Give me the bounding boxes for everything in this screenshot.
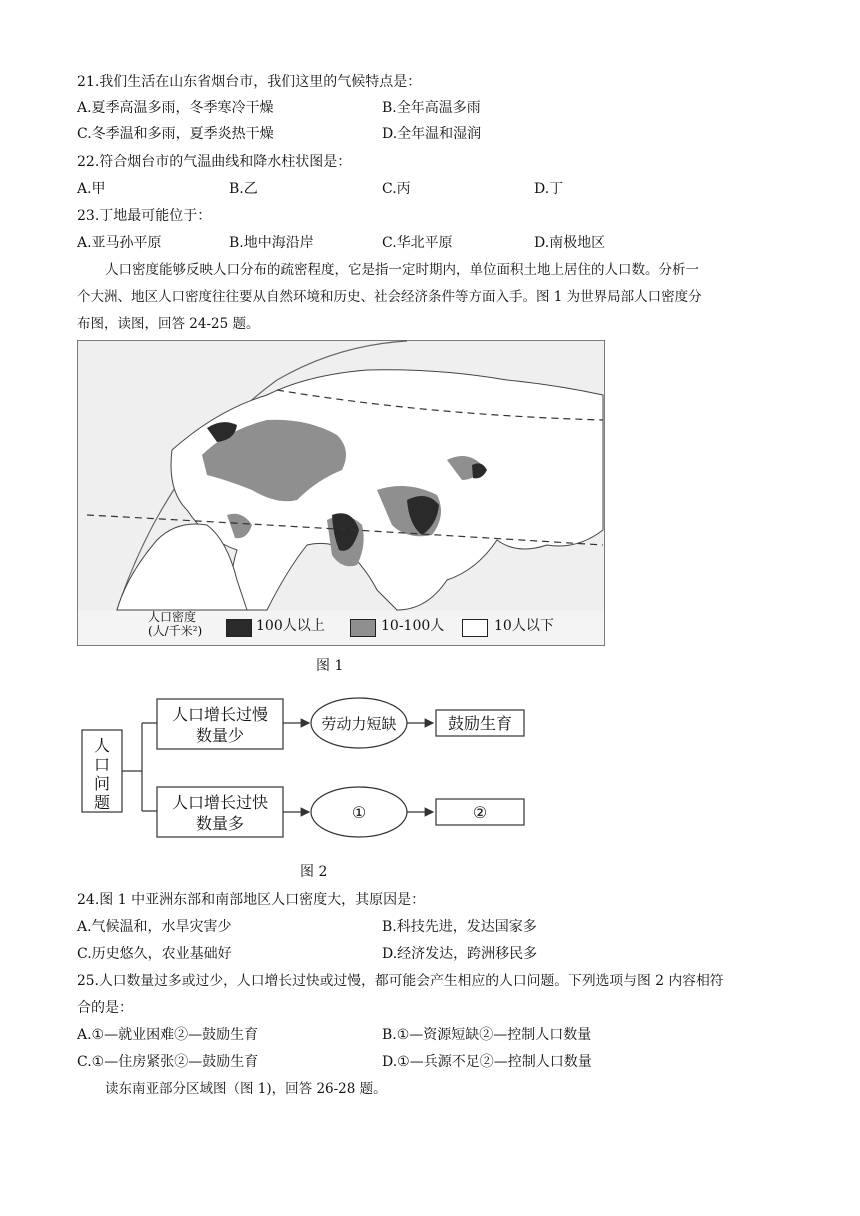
- q23-option-c: C.华北平原: [382, 235, 453, 251]
- root-char-2: 口: [93, 755, 111, 774]
- q21-stem: 21.我们生活在山东省烟台市，我们这里的气候特点是：: [77, 74, 422, 90]
- intro-line-1: 人口密度能够反映人口分布的疏密程度，它是指一定时期内，单位面积土地上居住的人口数。分析一: [105, 262, 699, 278]
- q25-stem-line2: 合的是：: [77, 1000, 133, 1016]
- q25-option-d: D.①—兵源不足②—控制人口数量: [382, 1054, 592, 1070]
- q21-option-c: C.冬季温和多雨，夏季炎热干燥: [77, 126, 274, 142]
- q21-option-d: D.全年温和湿润: [382, 126, 482, 142]
- q24-option-d: D.经济发达，跨洲移民多: [382, 946, 538, 962]
- legend-title: [148, 610, 202, 638]
- q24-option-a: A.气候温和，水旱灾害少: [77, 919, 232, 935]
- q23-option-d: D.南极地区: [534, 235, 606, 251]
- legend-title-line1: 人口密度: [148, 610, 197, 624]
- q23-option-a: A.亚马孙平原: [77, 235, 162, 251]
- q23-stem: 23.丁地最可能位于：: [77, 208, 212, 224]
- q24-option-b: B.科技先进，发达国家多: [382, 919, 537, 935]
- legend-swatch-low: [462, 619, 488, 637]
- q25-option-c: C.①—住房紧张②—鼓励生育: [77, 1054, 259, 1070]
- q25-option-b: B.①—资源短缺②—控制人口数量: [382, 1027, 592, 1043]
- q22-option-d: D.丁: [534, 181, 564, 197]
- population-density-map: [77, 340, 605, 646]
- slow-growth-line1: 人口增长过慢: [171, 705, 269, 724]
- legend-swatch-mid: [350, 619, 376, 637]
- q22-option-a: A.甲: [77, 181, 106, 197]
- root-char-1: 人: [93, 736, 111, 755]
- population-problem-diagram: [77, 685, 537, 845]
- q25-option-a: A.①—就业困难②—鼓励生育: [77, 1027, 259, 1043]
- fast-growth-line1: 人口增长过快: [171, 793, 269, 812]
- root-char-3: 问: [93, 774, 111, 793]
- section-tail: 读东南亚部分区域图（图 1)，回答 26-28 题。: [105, 1081, 387, 1097]
- q22-stem: 22.符合烟台市的气温曲线和降水柱状图是：: [77, 154, 352, 170]
- legend-label-low: 10人以下: [494, 618, 554, 634]
- q21-option-b: B.全年高温多雨: [382, 100, 481, 116]
- slow-growth-line2: 数量少: [195, 726, 245, 745]
- root-char-4: 题: [93, 793, 111, 812]
- q25-stem-line1: 25.人口数量过多或过少，人口增长过快或过慢，都可能会产生相应的人口问题。下列选项与图 2 内容相符: [77, 973, 724, 989]
- encourage-birth: 鼓励生育: [447, 714, 513, 733]
- q22-option-b: B.乙: [229, 181, 258, 197]
- legend-swatch-high: [226, 619, 252, 637]
- q21-option-a: A.夏季高温多雨，冬季寒冷干燥: [77, 100, 274, 116]
- figure-2-caption: 图 2: [300, 864, 328, 880]
- q23-option-b: B.地中海沿岸: [229, 235, 314, 251]
- blank-2: ②: [472, 803, 488, 822]
- labor-shortage: 劳动力短缺: [321, 715, 397, 733]
- intro-line-3: 布图，读图，回答 24-25 题。: [77, 316, 260, 332]
- legend-title-line2: (人/千米²): [148, 624, 203, 638]
- legend-label-mid: 10-100人: [381, 618, 445, 634]
- blank-1: ①: [351, 803, 367, 822]
- q24-option-c: C.历史悠久，农业基础好: [77, 946, 232, 962]
- q24-stem: 24.图 1 中亚洲东部和南部地区人口密度大，其原因是：: [77, 892, 426, 908]
- fast-growth-line2: 数量多: [195, 814, 245, 833]
- q22-option-c: C.丙: [382, 181, 411, 197]
- legend-label-high: 100人以上: [256, 618, 325, 634]
- intro-line-2: 个大洲、地区人口密度往往要从自然环境和历史、社会经济条件等方面入手。图 1 为世界局部人口密度分: [77, 289, 702, 305]
- figure-1-caption: 图 1: [316, 658, 344, 674]
